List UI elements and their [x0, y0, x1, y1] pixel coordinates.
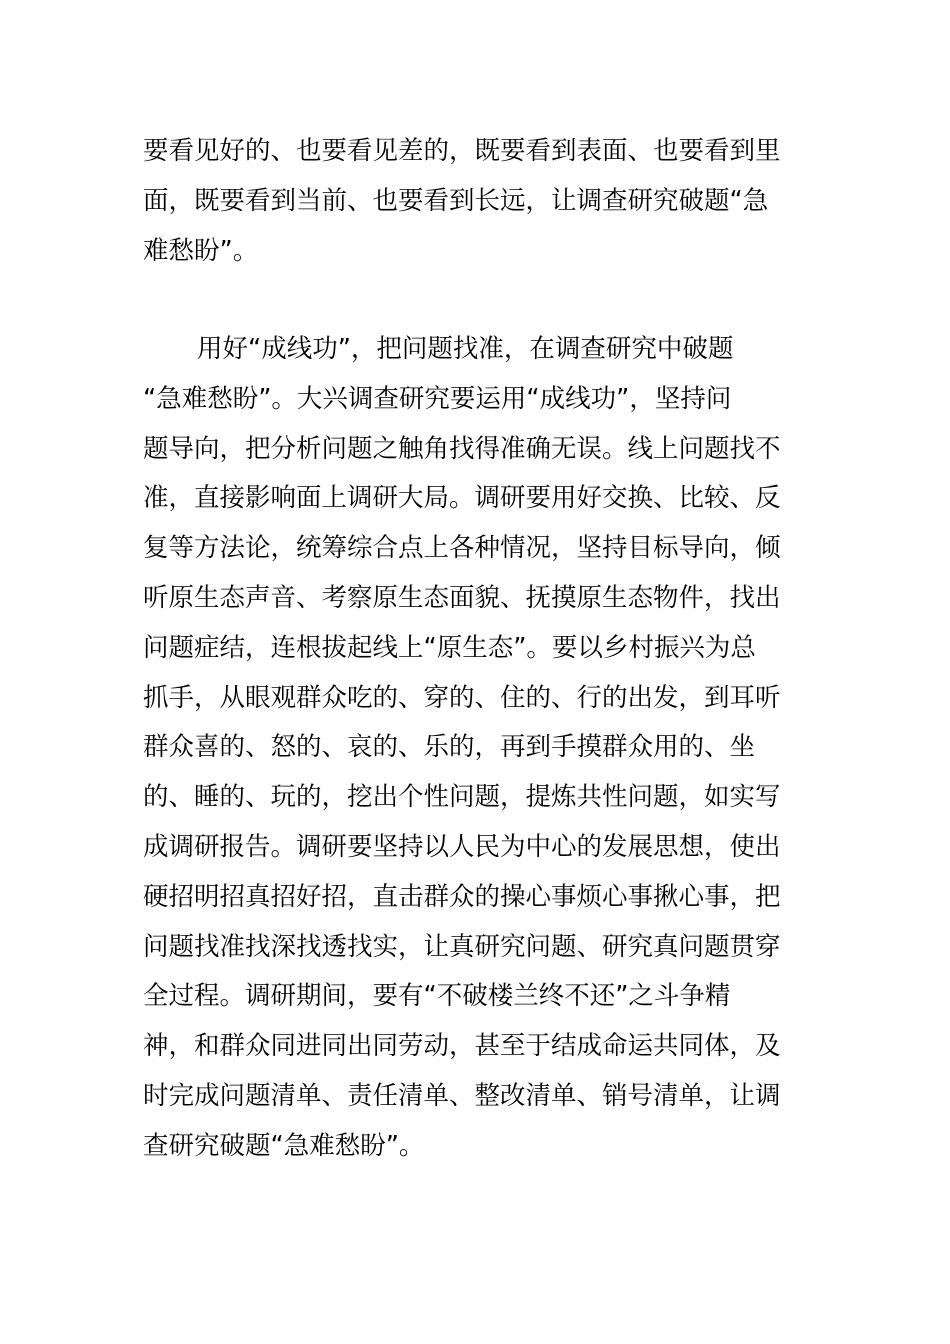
- text-line: 的、睡的、玩的，挖出个性问题，提炼共性问题，如实写: [143, 782, 781, 813]
- text-line-first: 用好“成线功”，把问题找准，在调查研究中破题: [197, 334, 734, 364]
- text-line: 问题找准找深找透找实，让真研究问题、研究真问题贯穿: [143, 931, 781, 962]
- text-line: 复等方法论，统筹综合点上各种情况，坚持目标导向，倾: [143, 533, 781, 564]
- paragraph-continuation: [143, 127, 811, 276]
- text-line: 要看见好的、也要看见差的，既要看到表面、也要看到里: [143, 136, 781, 166]
- text-line: 群众喜的、怒的、哀的、乐的，再到手摸群众用的、坐: [143, 732, 756, 763]
- paragraph-body: [143, 325, 811, 1172]
- text-line: 难愁盼”。: [143, 235, 259, 266]
- text-line: 硬招明招真招好招，直击群众的操心事烦心事揪心事，把: [143, 881, 781, 912]
- text-line: 题导向，把分析问题之触角找得准确无误。线上问题找不: [143, 433, 781, 464]
- text-line: 问题症结，连根拔起线上“原生态”。要以乡村振兴为总: [143, 632, 756, 663]
- text-line: 面，既要看到当前、也要看到长远，让调查研究破题“急: [143, 185, 769, 216]
- text-line: 抓手，从眼观群众吃的、穿的、住的、行的出发，到耳听: [143, 682, 781, 713]
- text-line: 查研究破题“急难愁盼”。: [143, 1130, 425, 1161]
- text-line: 准，直接影响面上调研大局。调研要用好交换、比较、反: [143, 483, 781, 514]
- text-line: “急难愁盼”。大兴调查研究要运用“成线功”，坚持问: [143, 383, 732, 414]
- text-line: 时完成问题清单、责任清单、整改清单、销号清单，让调: [143, 1080, 781, 1111]
- text-line: 成调研报告。调研要坚持以人民为中心的发展思想，使出: [143, 831, 781, 862]
- text-line: 神，和群众同进同出同劳动，甚至于结成命运共同体，及: [143, 1031, 781, 1062]
- text-line: 全过程。调研期间，要有“不破楼兰终不还”之斗争精: [143, 981, 731, 1012]
- text-line: 听原生态声音、考察原生态面貌、抚摸原生态物件，找出: [143, 582, 781, 613]
